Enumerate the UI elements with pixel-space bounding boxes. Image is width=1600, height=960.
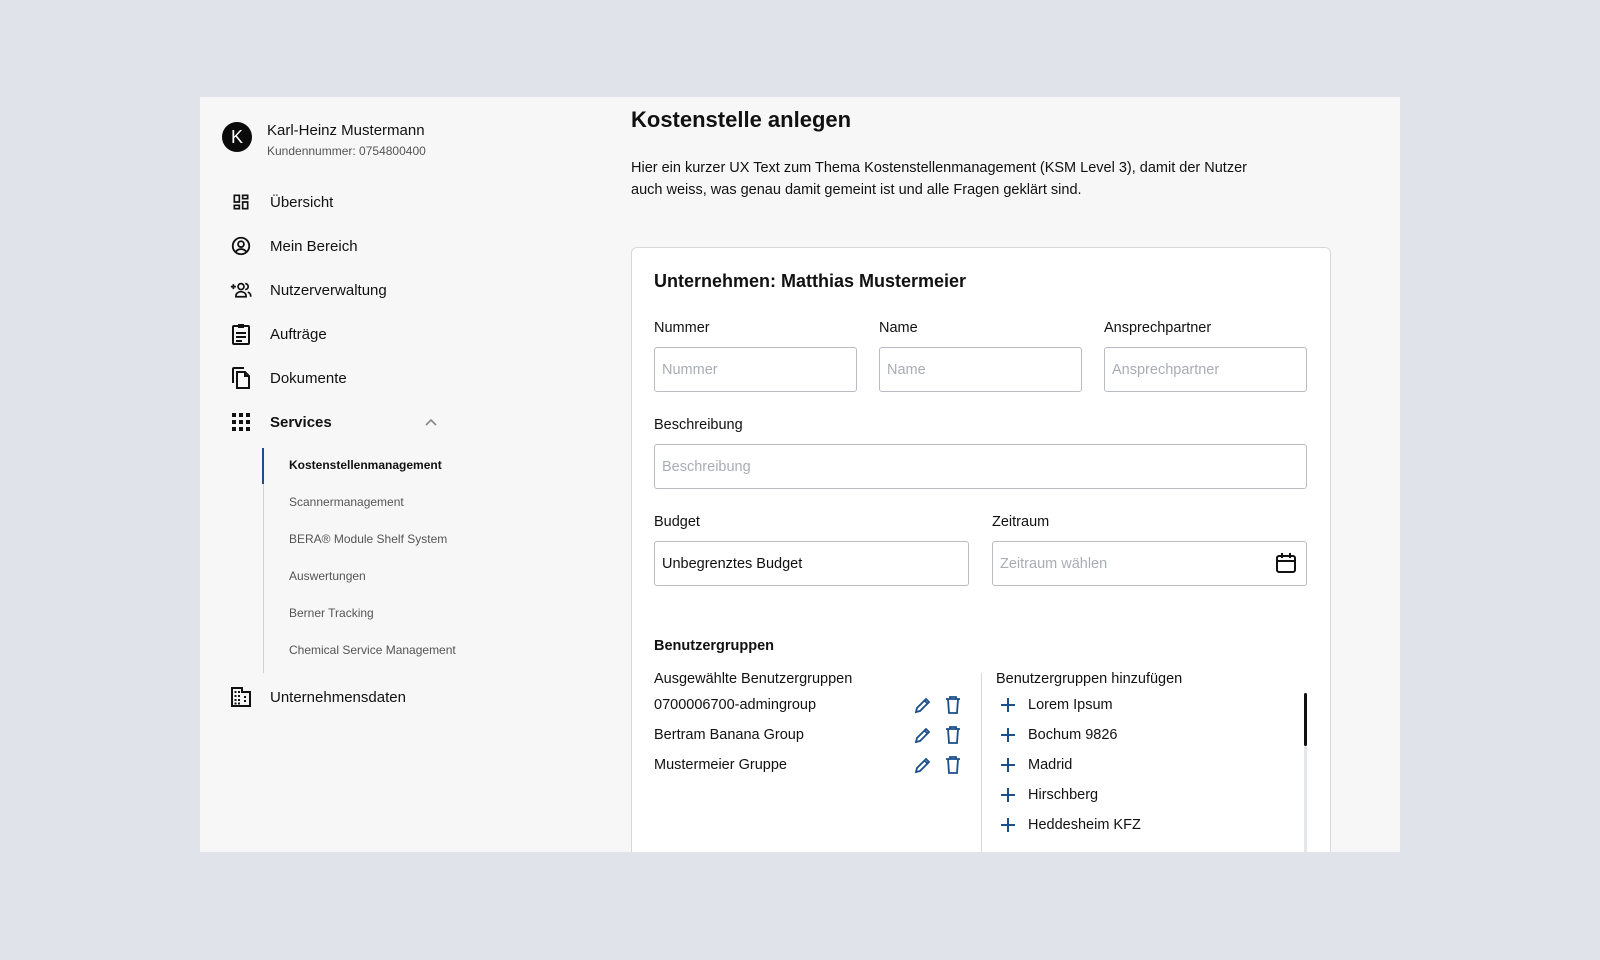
- apps-grid-icon: [230, 411, 252, 433]
- sidebar-item-dokumente[interactable]: [230, 366, 347, 390]
- sidebar-item-label: Services: [270, 413, 332, 431]
- page-title: Kostenstelle anlegen: [631, 107, 852, 132]
- add-groups-title: Benutzergruppen hinzufügen: [996, 671, 1183, 687]
- group-name: 0700006700-admingroup: [654, 697, 817, 713]
- plus-icon: [998, 755, 1018, 775]
- plus-icon: [998, 695, 1018, 715]
- column-divider: [981, 673, 982, 852]
- user-info[interactable]: [222, 122, 426, 158]
- delete-icon[interactable]: [942, 754, 964, 776]
- zeitraum-input[interactable]: [992, 541, 1307, 586]
- ansprechpartner-label: Ansprechpartner: [1104, 320, 1212, 336]
- sidebar-item-label: Unternehmensdaten: [270, 688, 406, 706]
- form-title: Unternehmen: Matthias Mustermeier: [654, 271, 967, 291]
- building-icon: [230, 686, 252, 708]
- sidebar: [200, 97, 620, 852]
- plus-icon: [998, 725, 1018, 745]
- nummer-label: Nummer: [654, 320, 710, 336]
- sidebar-subitem-bera-module[interactable]: BERA® Module Shelf System: [289, 532, 448, 546]
- sidebar-item-label: Aufträge: [270, 325, 327, 343]
- selected-group-row: [654, 723, 964, 747]
- ansprechpartner-input[interactable]: [1104, 347, 1307, 392]
- documents-icon: [230, 367, 252, 389]
- chevron-up-icon[interactable]: [424, 415, 438, 429]
- avatar[interactable]: K: [222, 122, 252, 152]
- group-name: Hirschberg: [1028, 787, 1099, 803]
- add-group-item[interactable]: [998, 693, 1113, 717]
- add-group-item[interactable]: [998, 723, 1117, 747]
- group-add-icon: [230, 279, 252, 301]
- sidebar-subitem-kostenstellenmanagement[interactable]: Kostenstellenmanagement: [289, 458, 442, 472]
- sidebar-subitem-berner-tracking[interactable]: Berner Tracking: [289, 606, 374, 620]
- clipboard-icon: [230, 323, 252, 345]
- sidebar-item-label: Nutzerverwaltung: [270, 281, 387, 299]
- add-group-item[interactable]: [998, 783, 1098, 807]
- beschreibung-label: Beschreibung: [654, 417, 743, 433]
- name-label: Name: [879, 320, 918, 336]
- user-name: Karl-Heinz Mustermann: [267, 122, 425, 139]
- sidebar-item-mein-bereich[interactable]: [230, 234, 358, 258]
- sidebar-item-unternehmensdaten[interactable]: [230, 685, 406, 709]
- cost-center-form: [631, 247, 1331, 852]
- sidebar-item-label: Mein Bereich: [270, 237, 358, 255]
- edit-icon[interactable]: [912, 694, 934, 716]
- sidebar-subitem-chemical-service[interactable]: Chemical Service Management: [289, 643, 456, 657]
- sidebar-item-auftraege[interactable]: [230, 322, 327, 346]
- sidebar-item-services[interactable]: [230, 410, 332, 434]
- zeitraum-label: Zeitraum: [992, 514, 1050, 530]
- sidebar-item-label: Dokumente: [270, 369, 347, 387]
- selected-groups-title: Ausgewählte Benutzergruppen: [654, 671, 853, 687]
- sidebar-item-uebersicht[interactable]: [230, 190, 333, 214]
- edit-icon[interactable]: [912, 724, 934, 746]
- calendar-icon[interactable]: [1275, 552, 1299, 576]
- submenu-active-indicator: [262, 448, 264, 484]
- budget-label: Budget: [654, 514, 700, 530]
- group-name: Bochum 9826: [1028, 727, 1118, 743]
- customer-number: Kundennummer: 0754800400: [267, 144, 426, 158]
- nummer-input[interactable]: [654, 347, 857, 392]
- beschreibung-input[interactable]: [654, 444, 1307, 489]
- account-circle-icon: [230, 235, 252, 257]
- group-name: Madrid: [1028, 757, 1073, 773]
- selected-group-row: [654, 753, 964, 777]
- sidebar-item-label: Übersicht: [270, 193, 334, 211]
- sidebar-item-nutzerverwaltung[interactable]: [230, 278, 387, 302]
- selected-group-row: [654, 693, 964, 717]
- budget-input[interactable]: [654, 541, 969, 586]
- sidebar-subitem-auswertungen[interactable]: Auswertungen: [289, 569, 366, 583]
- sidebar-subitem-scannermanagement[interactable]: Scannermanagement: [289, 495, 404, 509]
- group-name: Mustermeier Gruppe: [654, 757, 787, 773]
- group-name: Bertram Banana Group: [654, 727, 804, 743]
- edit-icon[interactable]: [912, 754, 934, 776]
- intro-text: Hier ein kurzer UX Text zum Thema Kostenstellenmanagement (KSM Level 3), damit der Nutzer auch weiss, was genau damit gemeint ist und alle Fragen geklärt sind.: [631, 160, 1247, 198]
- add-group-item[interactable]: [998, 813, 1141, 837]
- scrollbar-thumb[interactable]: [1304, 693, 1307, 746]
- group-name: Heddesheim KFZ: [1028, 817, 1141, 833]
- plus-icon: [998, 815, 1018, 835]
- group-name: Lorem Ipsum: [1028, 697, 1113, 713]
- add-group-item[interactable]: [998, 753, 1072, 777]
- dashboard-icon: [230, 191, 252, 213]
- name-input[interactable]: [879, 347, 1082, 392]
- delete-icon[interactable]: [942, 724, 964, 746]
- app-window: [200, 97, 1400, 852]
- delete-icon[interactable]: [942, 694, 964, 716]
- benutzergruppen-title: Benutzergruppen: [654, 638, 775, 654]
- plus-icon: [998, 785, 1018, 805]
